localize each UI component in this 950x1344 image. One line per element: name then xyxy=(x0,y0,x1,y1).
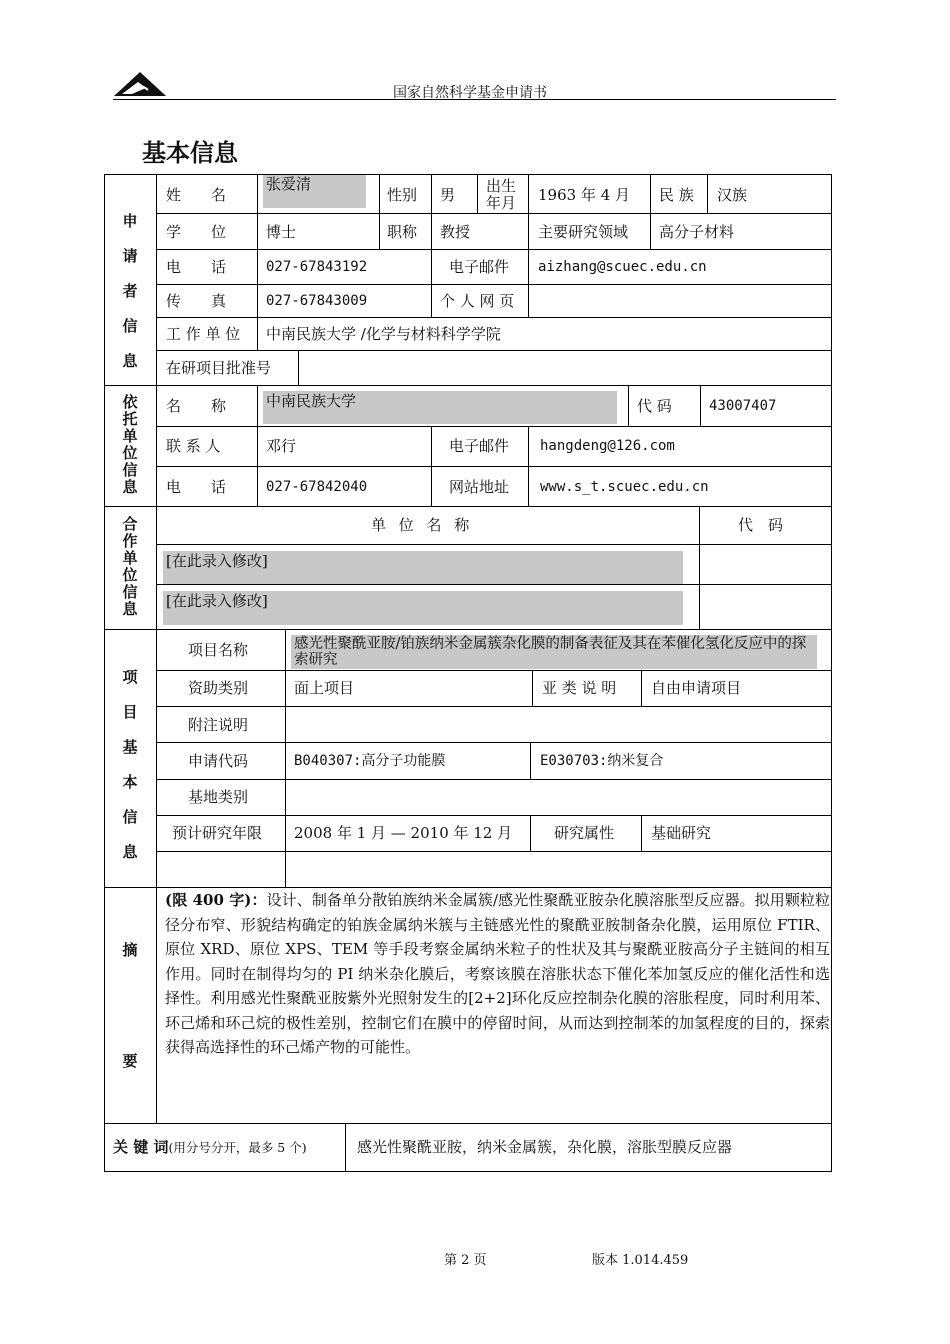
section-abstract-bottom: 要 xyxy=(122,1052,138,1070)
workplace-value[interactable]: 中南民族大学 /化学与材料科学学院 xyxy=(266,325,501,343)
fax-value[interactable]: 027-67843009 xyxy=(266,293,368,309)
host-website-label: 网站地址 xyxy=(449,478,510,496)
phone-label: 电 话 xyxy=(166,258,227,276)
base-label: 基地类别 xyxy=(188,788,249,806)
title-value[interactable]: 教授 xyxy=(440,223,471,241)
coop-code-header: 代 码 xyxy=(738,516,784,534)
period-label: 预计研究年限 xyxy=(172,824,263,842)
keywords-label xyxy=(113,1138,307,1157)
coop-name-header: 单 位 名 称 xyxy=(371,516,474,534)
note-label: 附注说明 xyxy=(188,716,249,734)
attr-value[interactable]: 基础研究 xyxy=(651,824,712,842)
funding-value[interactable]: 面上项目 xyxy=(294,679,355,697)
page-title: 基本信息 xyxy=(142,139,238,167)
name-value[interactable]: 张爱清 xyxy=(266,175,312,193)
funding-label: 资助类别 xyxy=(188,679,249,697)
host-email-value[interactable]: hangdeng@126.com xyxy=(540,438,675,454)
workplace-label: 工 作 单 位 xyxy=(166,325,241,343)
host-code-label: 代 码 xyxy=(637,397,672,415)
host-email-label: 电子邮件 xyxy=(449,437,510,455)
project-no-label: 在研项目批准号 xyxy=(166,359,272,377)
fax-label: 传 真 xyxy=(166,292,227,310)
abstract-body: 设计、制备单分散铂族纳米金属簇/感光性聚酰亚胺杂化膜溶胀型反应器。拟用颗粒粒径分布窄、形貌结构确定的铂族金属纳米簇与主链感光性的聚酰亚胺制备杂化膜，运用原位 FTIR、原位 XRD、原位 XPS、TEM 等手段考察金属纳米粒子的性状及其与聚酰亚胺高分子主链间的相互作用。同时在制得均匀的 PI 纳米杂化膜后，考察该膜在溶胀状态下催化苯加氢反应的催化活性和选择性。利用感光性聚酰亚胺紫外光照射发生的[2+2]环化反应控制杂化膜的溶胀程度，同时利用苯、环己烯和环己烷的极性差别，控制它们在膜中的停留时间，从而达到控制苯的加氢程度的目的，探索获得高选择性的环己烯产物的可能性。 xyxy=(165,891,831,1056)
host-website-value[interactable]: www.s_t.scuec.edu.cn xyxy=(540,479,709,495)
ethnicity-value[interactable]: 汉族 xyxy=(717,186,748,204)
apply-code-label: 申请代码 xyxy=(188,752,249,770)
ethnicity-label: 民 族 xyxy=(659,186,694,204)
period-value[interactable]: 2008 年 1 月 — 2010 年 12 月 xyxy=(294,824,513,842)
abstract-limit: (限 400 字)： xyxy=(165,891,267,909)
email-value[interactable]: aizhang@scuec.edu.cn xyxy=(538,259,707,275)
attr-label: 研究属性 xyxy=(554,824,615,842)
version-label: 版本 1.014.459 xyxy=(592,1253,689,1268)
host-phone-value[interactable]: 027-67842040 xyxy=(266,479,368,495)
host-code-value[interactable]: 43007407 xyxy=(709,398,777,414)
apply-code-2[interactable]: E030703:纳米复合 xyxy=(540,753,664,769)
project-name-value[interactable]: 感光性聚酰亚胺/铂族纳米金属簇杂化膜的制备表征及其在苯催化氢化反应中的探索研究 xyxy=(294,636,807,668)
project-name-label: 项目名称 xyxy=(188,641,249,659)
section-project: 项目基本信息 xyxy=(122,668,138,861)
birth-value[interactable]: 1963 年 4 月 xyxy=(538,186,631,204)
section-applicant: 申请者信息 xyxy=(122,212,138,370)
host-contact-value[interactable]: 邓行 xyxy=(266,437,297,455)
section-coop-unit: 合作单位信息 xyxy=(122,515,138,618)
doc-header-title: 国家自然科学基金申请书 xyxy=(393,85,547,101)
keywords-hint: (用分号分开，最多 5 个) xyxy=(168,1140,307,1155)
name-label: 姓 名 xyxy=(166,186,227,204)
field-label: 主要研究领域 xyxy=(538,223,629,241)
gender-label: 性别 xyxy=(387,186,418,204)
field-value[interactable]: 高分子材料 xyxy=(659,223,735,241)
host-name-label: 名 称 xyxy=(166,397,227,415)
coop-row-2[interactable]: [在此录入修改] xyxy=(166,592,268,610)
degree-value[interactable]: 博士 xyxy=(266,223,297,241)
host-contact-label: 联 系 人 xyxy=(166,437,221,455)
email-label: 电子邮件 xyxy=(449,258,510,276)
title-label: 职称 xyxy=(387,223,418,241)
subclass-label: 亚 类 说 明 xyxy=(542,679,617,697)
host-name-value[interactable]: 中南民族大学 xyxy=(266,392,357,410)
page-number: 第 2 页 xyxy=(444,1253,487,1268)
homepage-label: 个 人 网 页 xyxy=(440,292,515,310)
birth-label: 出生年月 xyxy=(486,178,517,211)
degree-label: 学 位 xyxy=(166,223,227,241)
subclass-value[interactable]: 自由申请项目 xyxy=(651,679,742,697)
phone-value[interactable]: 027-67843192 xyxy=(266,259,368,275)
host-phone-label: 电 话 xyxy=(166,478,227,496)
coop-row-1[interactable]: [在此录入修改] xyxy=(166,552,268,570)
keywords-label-text: 关 键 词 xyxy=(113,1138,169,1156)
keywords-value[interactable]: 感光性聚酰亚胺，纳米金属簇，杂化膜，溶胀型膜反应器 xyxy=(357,1138,733,1156)
section-host-unit: 依托单位信息 xyxy=(122,393,138,496)
abstract-text[interactable] xyxy=(165,888,830,1060)
section-abstract-top: 摘 xyxy=(122,941,138,959)
apply-code-1[interactable]: B040307:高分子功能膜 xyxy=(294,753,446,769)
gender-value[interactable]: 男 xyxy=(440,186,456,204)
